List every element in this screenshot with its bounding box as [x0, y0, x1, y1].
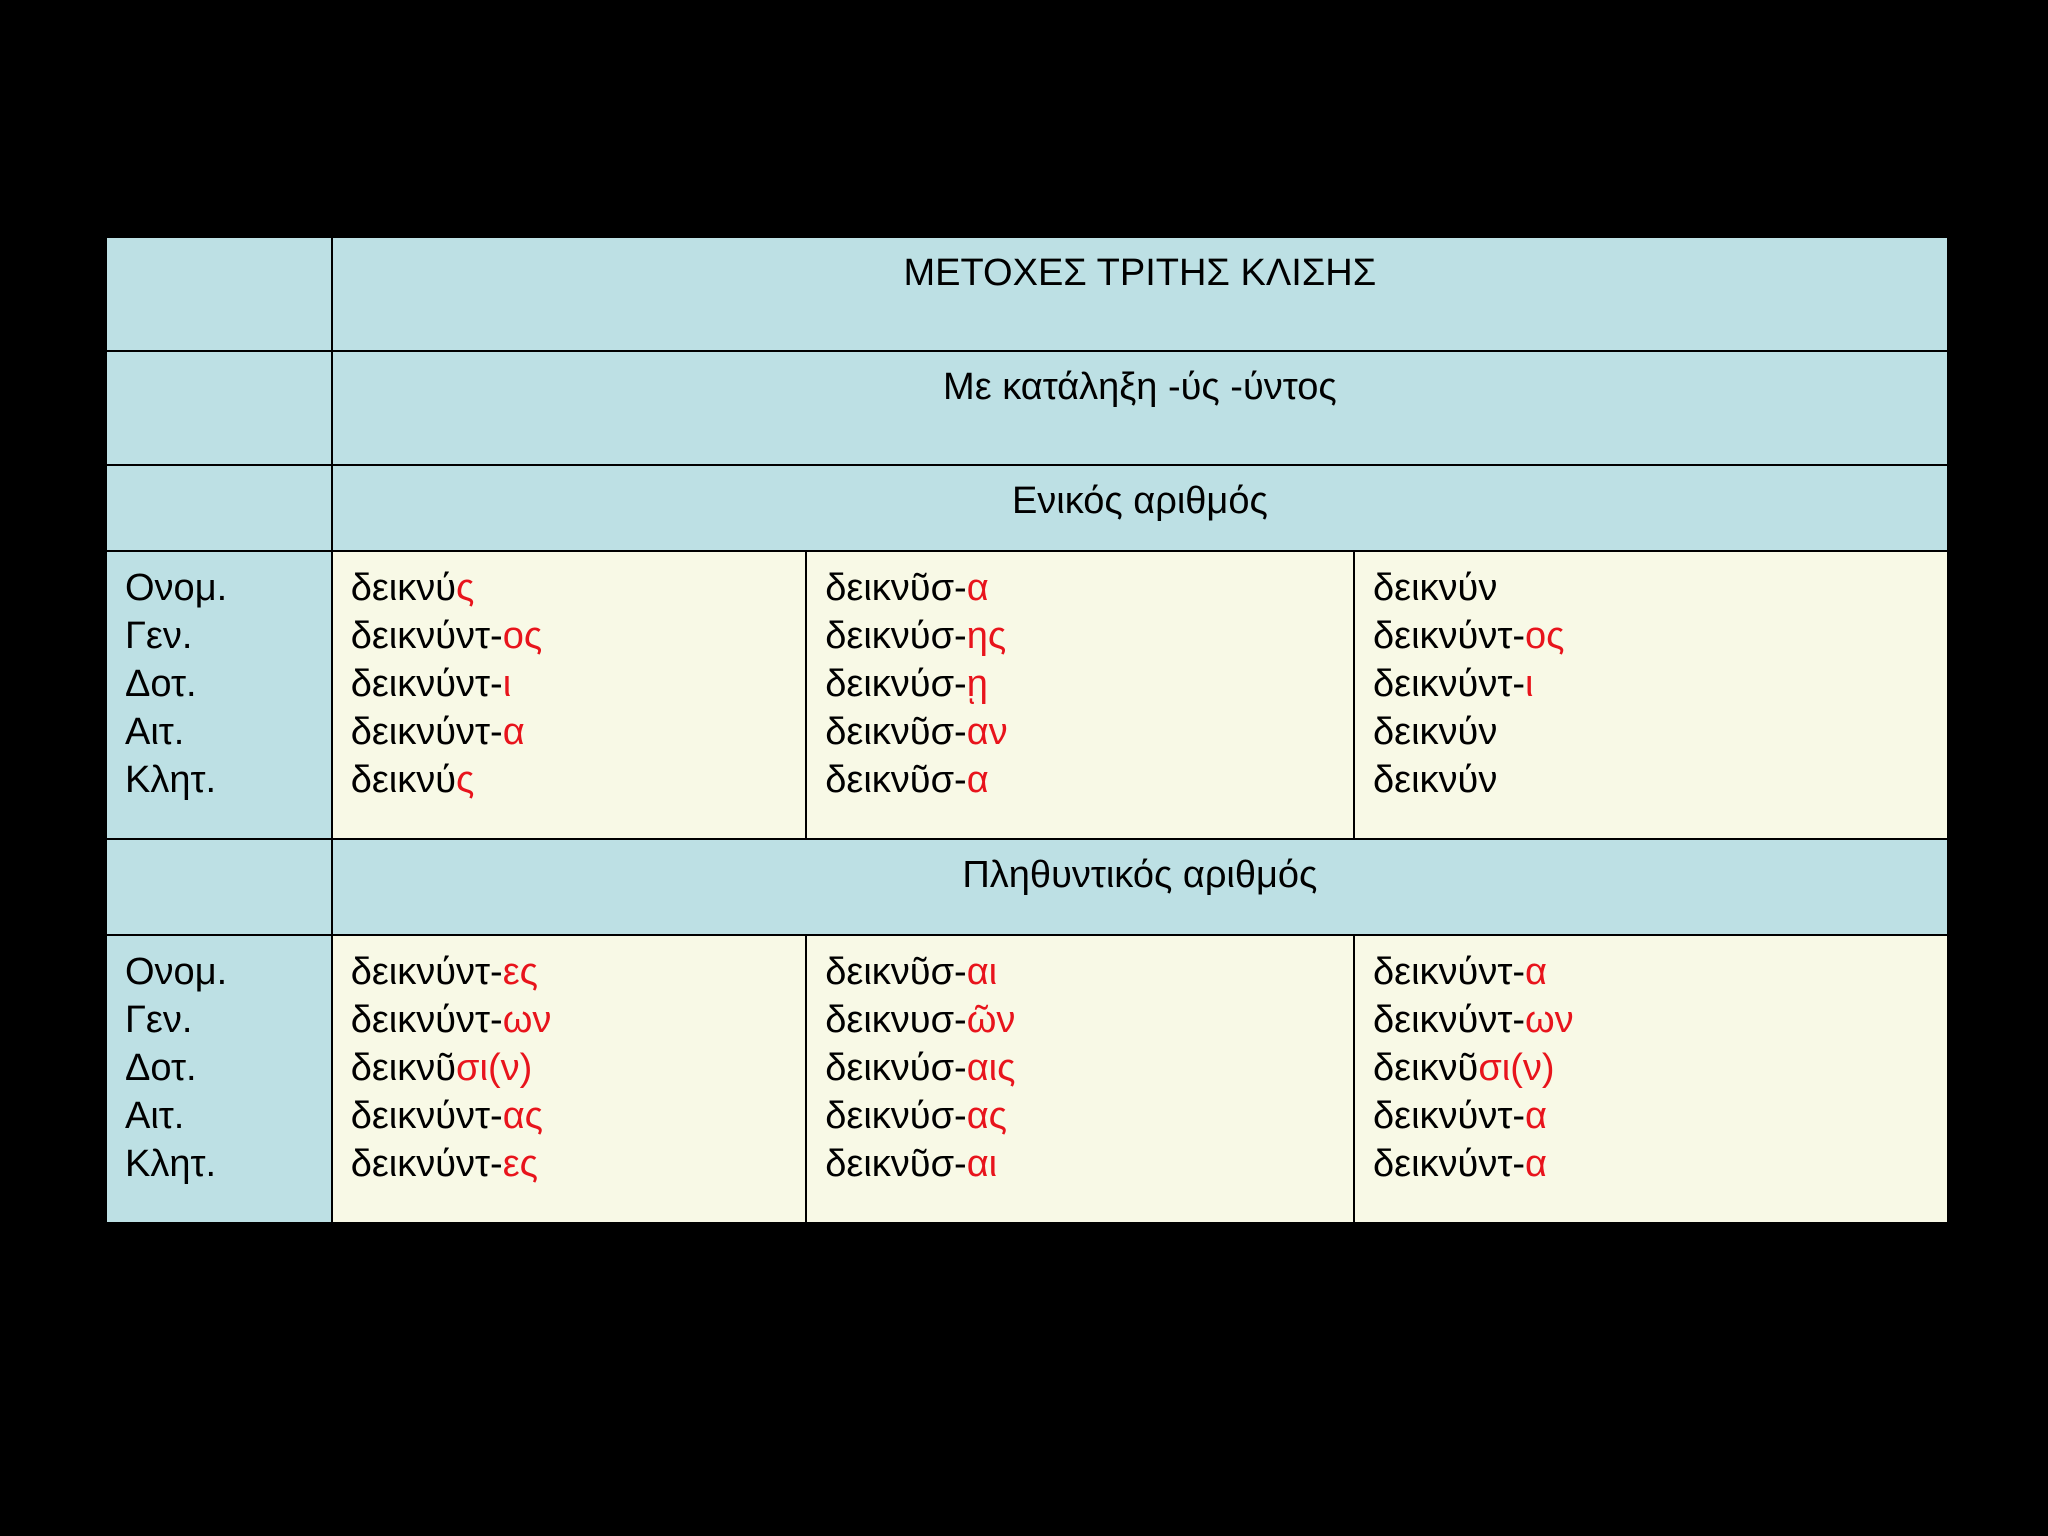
table-title: ΜΕΤΟΧΕΣ ΤΡΙΤΗΣ ΚΛΙΣΗΣ [903, 252, 1377, 294]
table-subtitle: Με κατάληξη -ύς -ύντος [943, 366, 1337, 408]
plural-header-row [106, 839, 1948, 935]
form-stem: δεικνῦσ- [825, 1143, 967, 1185]
singular-forms-row [106, 551, 1948, 839]
form-stem: δεικνύντ- [1373, 999, 1525, 1041]
form-line [351, 1092, 806, 1140]
form-stem: δεικνύντ- [1373, 615, 1525, 657]
singular-header-row [106, 465, 1948, 551]
form-stem: δεικνύντ- [350, 1095, 503, 1137]
form-line [351, 1044, 806, 1092]
form-line [351, 1140, 806, 1188]
case-label: Δοτ. [125, 663, 197, 705]
form-line [1373, 1044, 1947, 1092]
plural-header-cell [332, 839, 1948, 935]
form-ending: ας [502, 1095, 543, 1137]
plural-label: Πληθυντικός αριθμός [962, 854, 1318, 896]
form-line [351, 564, 806, 612]
form-stem: δεικνύντ- [350, 1143, 503, 1185]
corner-cell-2 [106, 351, 332, 465]
form-ending: α [1525, 1095, 1547, 1137]
singular-header-cell [332, 465, 1948, 551]
form-line [825, 948, 1353, 996]
form-line [1373, 1092, 1947, 1140]
form-ending: αι [966, 951, 998, 993]
form-stem: δεικνύ [350, 759, 457, 801]
form-stem: δεικνύν [1373, 711, 1498, 753]
case-labels-singular [106, 551, 332, 839]
form-ending: ων [1525, 999, 1574, 1041]
corner-cell-4 [106, 839, 332, 935]
form-line [1373, 612, 1947, 660]
plural-neuter-cell [1354, 935, 1948, 1223]
form-line [825, 996, 1353, 1044]
corner-cell-3 [106, 465, 332, 551]
form-line [825, 660, 1353, 708]
form-line [825, 612, 1353, 660]
plural-feminine-cell [806, 935, 1354, 1223]
case-label: Γεν. [125, 999, 193, 1041]
singular-feminine-cell [806, 551, 1354, 839]
subtitle-cell [332, 351, 1948, 465]
form-ending: ας [966, 1095, 1007, 1137]
form-stem: δεικνύσ- [825, 663, 967, 705]
form-ending: ς [456, 567, 475, 609]
form-ending: ος [1525, 615, 1565, 657]
form-line [1373, 996, 1947, 1044]
form-stem: δεικνυσ- [825, 999, 967, 1041]
form-line [1373, 660, 1947, 708]
form-line [351, 708, 806, 756]
form-stem: δεικνῦσ- [825, 711, 967, 753]
case-label: Αιτ. [125, 1095, 185, 1137]
form-ending: α [966, 759, 989, 801]
form-line [351, 660, 806, 708]
form-stem: δεικνύντ- [350, 951, 503, 993]
form-ending: αν [966, 711, 1008, 753]
declension-table [105, 236, 1949, 1224]
case-labels-plural [106, 935, 332, 1223]
form-ending: ς [456, 759, 475, 801]
form-stem: δεικνύντ- [1373, 663, 1525, 705]
form-line [825, 1140, 1353, 1188]
form-line [351, 756, 806, 804]
form-stem: δεικνύντ- [350, 663, 503, 705]
form-stem: δεικνύν [1373, 759, 1498, 801]
form-stem: δεικνῦσ- [825, 759, 967, 801]
form-line [825, 564, 1353, 612]
form-line [825, 1044, 1353, 1092]
form-line [1373, 756, 1947, 804]
form-ending: ες [502, 951, 538, 993]
form-stem: δεικνύντ- [1373, 1143, 1525, 1185]
form-ending: αις [966, 1047, 1016, 1089]
form-line [1373, 564, 1947, 612]
case-label: Αιτ. [125, 711, 185, 753]
form-ending: ες [502, 1143, 538, 1185]
singular-masculine-cell [332, 551, 807, 839]
form-ending: ι [502, 663, 512, 705]
form-stem: δεικνύντ- [1373, 951, 1525, 993]
singular-neuter-cell [1354, 551, 1948, 839]
plural-forms-row [106, 935, 1948, 1223]
form-stem: δεικνῦσ- [825, 567, 967, 609]
singular-label: Ενικός αριθμός [1011, 480, 1268, 522]
form-ending: ῃ [966, 663, 988, 705]
form-stem: δεικνύσ- [825, 1047, 967, 1089]
form-line [825, 1092, 1353, 1140]
form-ending: ης [966, 615, 1007, 657]
form-ending: α [1525, 1143, 1547, 1185]
form-stem: δεικνύσ- [825, 615, 967, 657]
form-stem: δεικνῦσ- [825, 951, 967, 993]
case-label: Ονομ. [125, 567, 228, 609]
form-stem: δεικνύσ- [825, 1095, 967, 1137]
form-stem: δεικνῦ [1373, 1047, 1479, 1089]
form-ending: ῶν [966, 999, 1016, 1041]
form-line [1373, 708, 1947, 756]
form-line [825, 756, 1353, 804]
form-stem: δεικνύντ- [350, 999, 503, 1041]
subtitle-row [106, 351, 1948, 465]
case-label: Κλητ. [125, 1143, 217, 1185]
form-ending: ι [1525, 663, 1534, 705]
form-line [1373, 948, 1947, 996]
plural-masculine-cell [332, 935, 807, 1223]
form-line [1373, 1140, 1947, 1188]
form-stem: δεικνύ [350, 567, 457, 609]
form-ending: σι(ν) [456, 1047, 533, 1089]
form-stem: δεικνύντ- [350, 711, 503, 753]
case-label: Ονομ. [125, 951, 228, 993]
case-label: Γεν. [125, 615, 193, 657]
form-ending: σι(ν) [1478, 1047, 1555, 1089]
form-stem: δεικνῦ [350, 1047, 457, 1089]
form-ending: α [1525, 951, 1547, 993]
case-label: Κλητ. [125, 759, 217, 801]
form-stem: δεικνύντ- [1373, 1095, 1525, 1137]
form-stem: δεικνύντ- [350, 615, 503, 657]
form-stem: δεικνύν [1373, 567, 1498, 609]
form-ending: αι [966, 1143, 998, 1185]
form-ending: ος [502, 615, 543, 657]
form-line [351, 996, 806, 1044]
form-ending: α [966, 567, 989, 609]
corner-cell-1 [106, 237, 332, 351]
form-line [825, 708, 1353, 756]
form-ending: ων [502, 999, 552, 1041]
title-cell [332, 237, 1948, 351]
case-label: Δοτ. [125, 1047, 197, 1089]
form-ending: α [502, 711, 525, 753]
form-line [351, 948, 806, 996]
title-row [106, 237, 1948, 351]
form-line [351, 612, 806, 660]
